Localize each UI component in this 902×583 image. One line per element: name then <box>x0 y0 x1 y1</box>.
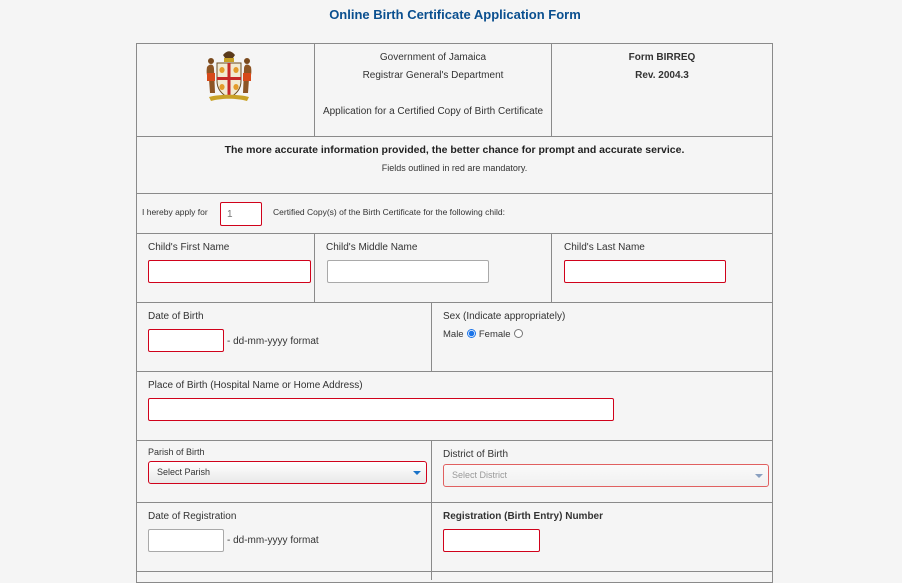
apply-suffix: Certified Copy(s) of the Birth Certificate for the following child: <box>273 207 505 217</box>
accuracy-notice: The more accurate information provided, the better chance for prompt and accurate service. <box>224 144 685 156</box>
sex-options <box>443 329 523 340</box>
last-name-label: Child's Last Name <box>564 242 645 253</box>
divider <box>431 302 432 371</box>
divider <box>137 302 772 303</box>
first-name-input[interactable] <box>148 260 311 283</box>
registration-format-hint: - dd-mm-yyyy format <box>227 535 319 546</box>
coat-of-arms-logo <box>203 49 255 103</box>
dob-format-hint: - dd-mm-yyyy format <box>227 336 319 347</box>
middle-name-label: Child's Middle Name <box>326 242 418 253</box>
department-line: Registrar General's Department <box>362 70 504 81</box>
divider <box>137 136 772 137</box>
sex-label: Sex (Indicate appropriately) <box>443 311 566 322</box>
middle-name-input[interactable] <box>327 260 489 283</box>
divider <box>137 193 772 194</box>
parish-label: Parish of Birth <box>148 447 205 457</box>
divider <box>431 440 432 580</box>
dob-label: Date of Birth <box>148 311 204 322</box>
divider <box>137 371 772 372</box>
registration-date-label: Date of Registration <box>148 511 237 522</box>
district-select-value: Select District <box>452 470 508 480</box>
female-radio[interactable] <box>514 329 523 338</box>
form-code: Form BIRREQ <box>628 52 696 63</box>
divider <box>137 233 772 234</box>
copies-input[interactable] <box>220 202 262 226</box>
apply-prefix: I hereby apply for <box>142 207 208 217</box>
page-title: Online Birth Certificate Application Form <box>329 7 581 22</box>
male-radio[interactable] <box>467 329 476 338</box>
divider <box>551 233 552 302</box>
chevron-down-icon <box>413 471 421 475</box>
form-revision: Rev. 2004.3 <box>635 70 689 81</box>
registration-number-label: Registration (Birth Entry) Number <box>443 511 604 522</box>
registration-date-input[interactable] <box>148 529 224 552</box>
application-line: Application for a Certified Copy of Birth Certificate <box>322 106 544 117</box>
female-label: Female <box>478 329 511 340</box>
dob-input[interactable] <box>148 329 224 352</box>
place-of-birth-input[interactable] <box>148 398 614 421</box>
parish-select-value: Select Parish <box>157 467 211 477</box>
mandatory-notice: Fields outlined in red are mandatory. <box>381 163 528 173</box>
district-label: District of Birth <box>443 449 509 460</box>
divider <box>137 571 772 572</box>
birth-certificate-form <box>136 43 773 583</box>
government-line: Government of Jamaica <box>379 52 487 63</box>
place-of-birth-label: Place of Birth (Hospital Name or Home Address) <box>148 380 363 391</box>
divider <box>137 502 772 503</box>
district-select[interactable] <box>443 464 769 487</box>
first-name-label: Child's First Name <box>148 242 230 253</box>
parish-select[interactable] <box>148 461 427 484</box>
divider <box>314 233 315 302</box>
registration-number-input[interactable] <box>443 529 540 552</box>
chevron-down-icon <box>755 474 763 478</box>
last-name-input[interactable] <box>564 260 726 283</box>
divider <box>137 440 772 441</box>
male-label: Male <box>443 329 464 340</box>
